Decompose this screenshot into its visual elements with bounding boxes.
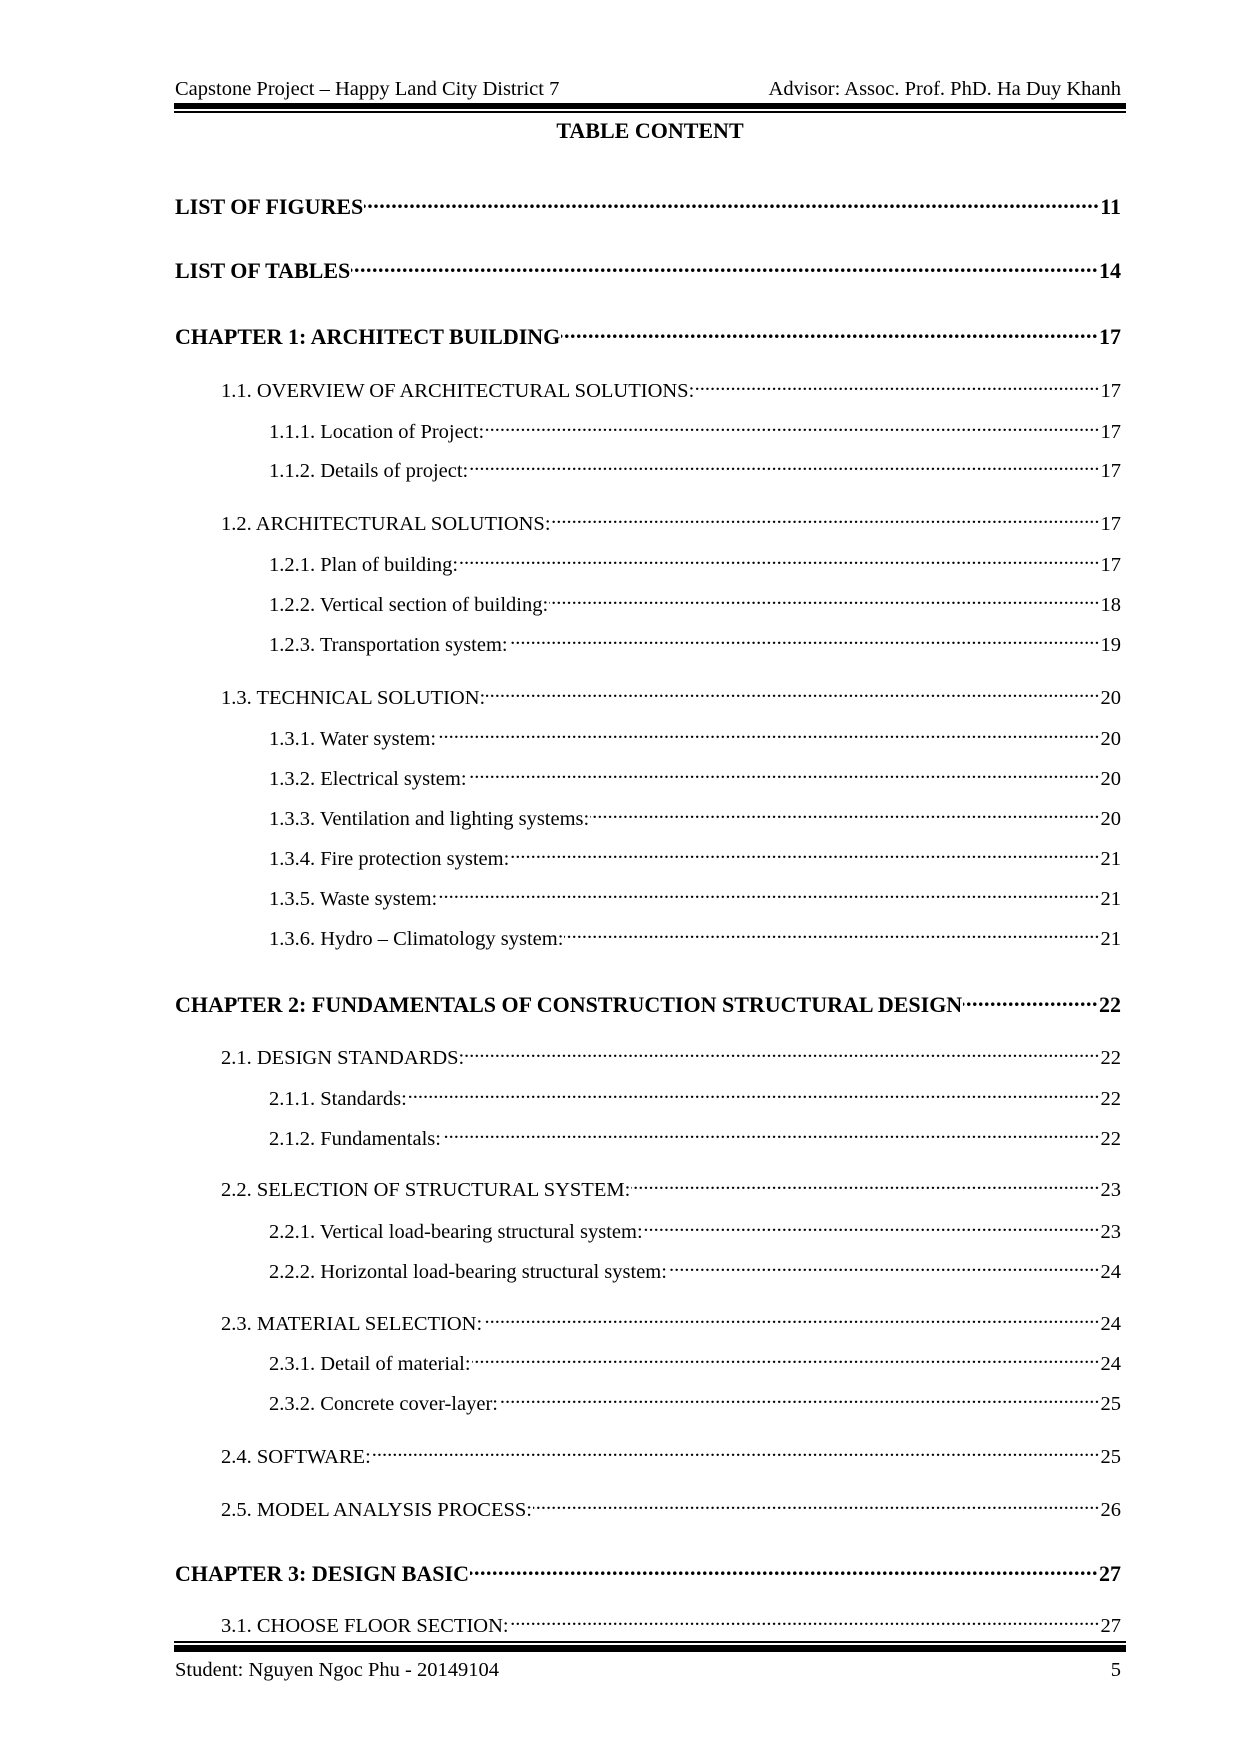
dot-leader [469, 451, 1099, 477]
toc-page-number: 25 [1100, 1446, 1121, 1468]
dot-leader [438, 879, 1099, 905]
footer-rule-thin [174, 1641, 1126, 1643]
toc-entry-1-2-2[interactable] [269, 585, 1121, 616]
dot-leader [372, 1437, 1100, 1463]
toc-entry-2-1-1[interactable] [269, 1079, 1121, 1110]
toc-page-number: 20 [1100, 808, 1121, 830]
dot-leader [509, 625, 1100, 651]
toc-entry-2-3-1[interactable] [269, 1344, 1121, 1375]
toc-entry-2-3[interactable] [221, 1304, 1121, 1335]
toc-entry-3-1[interactable] [221, 1606, 1121, 1637]
dot-leader [465, 1038, 1099, 1064]
dot-leader [590, 799, 1099, 825]
toc-label: 1.3.6. Hydro – Climatology system: [269, 928, 564, 950]
toc-page-number: 17 [1100, 513, 1121, 535]
toc-page-number: 21 [1100, 848, 1121, 870]
toc-entry-chapter-3[interactable] [175, 1555, 1121, 1586]
toc-entry-1-3-3[interactable] [269, 799, 1121, 830]
toc-entry-1-3-6[interactable] [269, 919, 1121, 950]
dot-leader [499, 1384, 1100, 1410]
toc-label: 1.3.3. Ventilation and lighting systems: [269, 808, 590, 830]
dot-leader [468, 759, 1100, 785]
toc-label: 2.2. SELECTION OF STRUCTURAL SYSTEM: [221, 1179, 631, 1201]
header-row [174, 76, 1126, 102]
toc-label: 1.3.4. Fire protection system: [269, 848, 510, 870]
toc-entry-1-1-2[interactable] [269, 451, 1121, 482]
toc-label: 1.1. OVERVIEW OF ARCHITECTURAL SOLUTIONS: [221, 380, 695, 402]
header-project-title: Capstone Project – Happy Land City District 7 [175, 78, 560, 100]
toc-label: 1.1.2. Details of project: [269, 460, 469, 482]
dot-leader [695, 371, 1099, 397]
toc-entry-list-of-figures[interactable] [175, 188, 1121, 219]
toc-label: 2.2.2. Horizontal load-bearing structural system: [269, 1261, 667, 1283]
toc-label: 1.2.3. Transportation system: [269, 634, 508, 656]
toc-entry-1-3[interactable] [221, 678, 1121, 709]
dot-leader [533, 1490, 1099, 1516]
toc-label: 1.3.1. Water system: [269, 728, 437, 750]
dot-leader [668, 1252, 1100, 1278]
toc-label: 2.4. SOFTWARE: [221, 1446, 371, 1468]
toc-label: 1.2. ARCHITECTURAL SOLUTIONS: [221, 513, 551, 535]
dot-leader [963, 986, 1098, 1012]
toc-entry-1-3-4[interactable] [269, 839, 1121, 870]
footer-rule-thick [174, 1645, 1126, 1652]
toc-page-number: 25 [1100, 1393, 1121, 1415]
toc-page-number: 17 [1100, 460, 1121, 482]
dot-leader [408, 1079, 1100, 1105]
toc-page-number: 17 [1100, 380, 1121, 402]
dot-leader [552, 504, 1100, 530]
toc-entry-1-2-3[interactable] [269, 625, 1121, 656]
toc-label: CHAPTER 3: DESIGN BASIC [175, 1561, 469, 1586]
toc-entry-2-4[interactable] [221, 1437, 1121, 1468]
toc-entry-list-of-tables[interactable] [175, 252, 1121, 283]
dot-leader [483, 1304, 1099, 1330]
toc-page-number: 22 [1100, 1128, 1121, 1150]
toc-label: 3.1. CHOOSE FLOOR SECTION: [221, 1615, 509, 1637]
dot-leader [510, 1606, 1100, 1632]
toc-page-number: 20 [1100, 768, 1121, 790]
toc-label: LIST OF TABLES [175, 258, 351, 283]
dot-leader [549, 585, 1099, 611]
toc-page-number: 17 [1100, 421, 1121, 443]
toc-entry-2-1[interactable] [221, 1038, 1121, 1069]
dot-leader [437, 719, 1099, 745]
toc-page-number: 24 [1100, 1313, 1121, 1335]
toc-page-number: 14 [1099, 258, 1121, 283]
toc-page-number: 20 [1100, 687, 1121, 709]
toc-entry-chapter-1[interactable] [175, 318, 1121, 349]
toc-label: 1.3.2. Electrical system: [269, 768, 467, 790]
dot-leader [486, 678, 1099, 704]
toc-label: 2.1.2. Fundamentals: [269, 1128, 441, 1150]
toc-entry-1-2-1[interactable] [269, 545, 1121, 576]
toc-entry-1-3-1[interactable] [269, 719, 1121, 750]
toc-page-number: 23 [1100, 1179, 1121, 1201]
toc-page-number: 27 [1100, 1615, 1121, 1637]
toc-page-number: 26 [1100, 1499, 1121, 1521]
page-header [174, 76, 1126, 116]
dot-leader [351, 252, 1098, 278]
toc-label: 1.3. TECHNICAL SOLUTION: [221, 687, 486, 709]
toc-label: 2.3.1. Detail of material: [269, 1353, 471, 1375]
dot-leader [510, 839, 1099, 865]
toc-label: 1.2.1. Plan of building: [269, 554, 459, 576]
toc-page-number: 19 [1100, 634, 1121, 656]
toc-label: 1.3.5. Waste system: [269, 888, 438, 910]
toc-label: 1.2.2. Vertical section of building: [269, 594, 549, 616]
header-rule-thick [174, 103, 1126, 109]
toc-page-number: 24 [1100, 1353, 1121, 1375]
dot-leader [485, 412, 1099, 438]
toc-entry-2-2[interactable] [221, 1170, 1121, 1201]
toc-entry-2-3-2[interactable] [269, 1384, 1121, 1415]
dot-leader [442, 1119, 1100, 1145]
header-rule-thin [174, 111, 1126, 113]
toc-page-number: 11 [1100, 194, 1121, 219]
toc-entry-chapter-2[interactable] [175, 986, 1121, 1017]
toc-label: 2.5. MODEL ANALYSIS PROCESS: [221, 1499, 533, 1521]
toc-page-number: 24 [1100, 1261, 1121, 1283]
dot-leader [561, 318, 1098, 344]
dot-leader [470, 1555, 1098, 1581]
dot-leader [644, 1212, 1100, 1238]
toc-entry-1-3-5[interactable] [269, 879, 1121, 910]
toc-entry-1-2[interactable] [221, 504, 1121, 535]
toc-label: 1.1.1. Location of Project: [269, 421, 485, 443]
toc-label: 2.3. MATERIAL SELECTION: [221, 1313, 483, 1335]
page-title: TABLE CONTENT [556, 118, 744, 143]
toc-page-number: 21 [1100, 888, 1121, 910]
dot-leader [631, 1170, 1099, 1196]
dot-leader [564, 919, 1099, 945]
toc-entry-2-2-1[interactable] [269, 1212, 1121, 1243]
toc-page-number: 22 [1100, 1047, 1121, 1069]
dot-leader [472, 1344, 1100, 1370]
toc-entry-2-1-2[interactable] [269, 1119, 1121, 1150]
page-footer [174, 1641, 1126, 1685]
toc-page-number: 17 [1100, 554, 1121, 576]
toc-entry-1-3-2[interactable] [269, 759, 1121, 790]
toc-label: LIST OF FIGURES [175, 194, 364, 219]
toc-page-number: 22 [1100, 1088, 1121, 1110]
dot-leader [364, 188, 1099, 214]
toc-label: 2.2.1. Vertical load-bearing structural system: [269, 1221, 643, 1243]
toc-page-number: 20 [1100, 728, 1121, 750]
toc-page-number: 21 [1100, 928, 1121, 950]
toc-label: CHAPTER 2: FUNDAMENTALS OF CONSTRUCTION STRUCTURAL DESIGN [175, 992, 963, 1017]
footer-student: Student: Nguyen Ngoc Phu - 20149104 [175, 1659, 499, 1681]
toc-entry-2-5[interactable] [221, 1490, 1121, 1521]
header-advisor: Advisor: Assoc. Prof. PhD. Ha Duy Khanh [768, 78, 1121, 100]
toc-page-number: 22 [1099, 992, 1121, 1017]
toc-entry-1-1-1[interactable] [269, 412, 1121, 443]
toc-page-number: 23 [1100, 1221, 1121, 1243]
footer-page-number: 5 [1110, 1659, 1121, 1681]
footer-row [174, 1657, 1126, 1683]
toc-label: 2.1. DESIGN STANDARDS: [221, 1047, 465, 1069]
toc-page-number: 18 [1100, 594, 1121, 616]
toc-label: 2.1.1. Standards: [269, 1088, 407, 1110]
toc-entry-1-1[interactable] [221, 371, 1121, 402]
dot-leader [459, 545, 1099, 571]
toc-page-number: 17 [1099, 324, 1121, 349]
toc-label: CHAPTER 1: ARCHITECT BUILDING [175, 324, 561, 349]
toc-label: 2.3.2. Concrete cover-layer: [269, 1393, 498, 1415]
toc-page-number: 27 [1099, 1561, 1121, 1586]
toc-entry-2-2-2[interactable] [269, 1252, 1121, 1283]
